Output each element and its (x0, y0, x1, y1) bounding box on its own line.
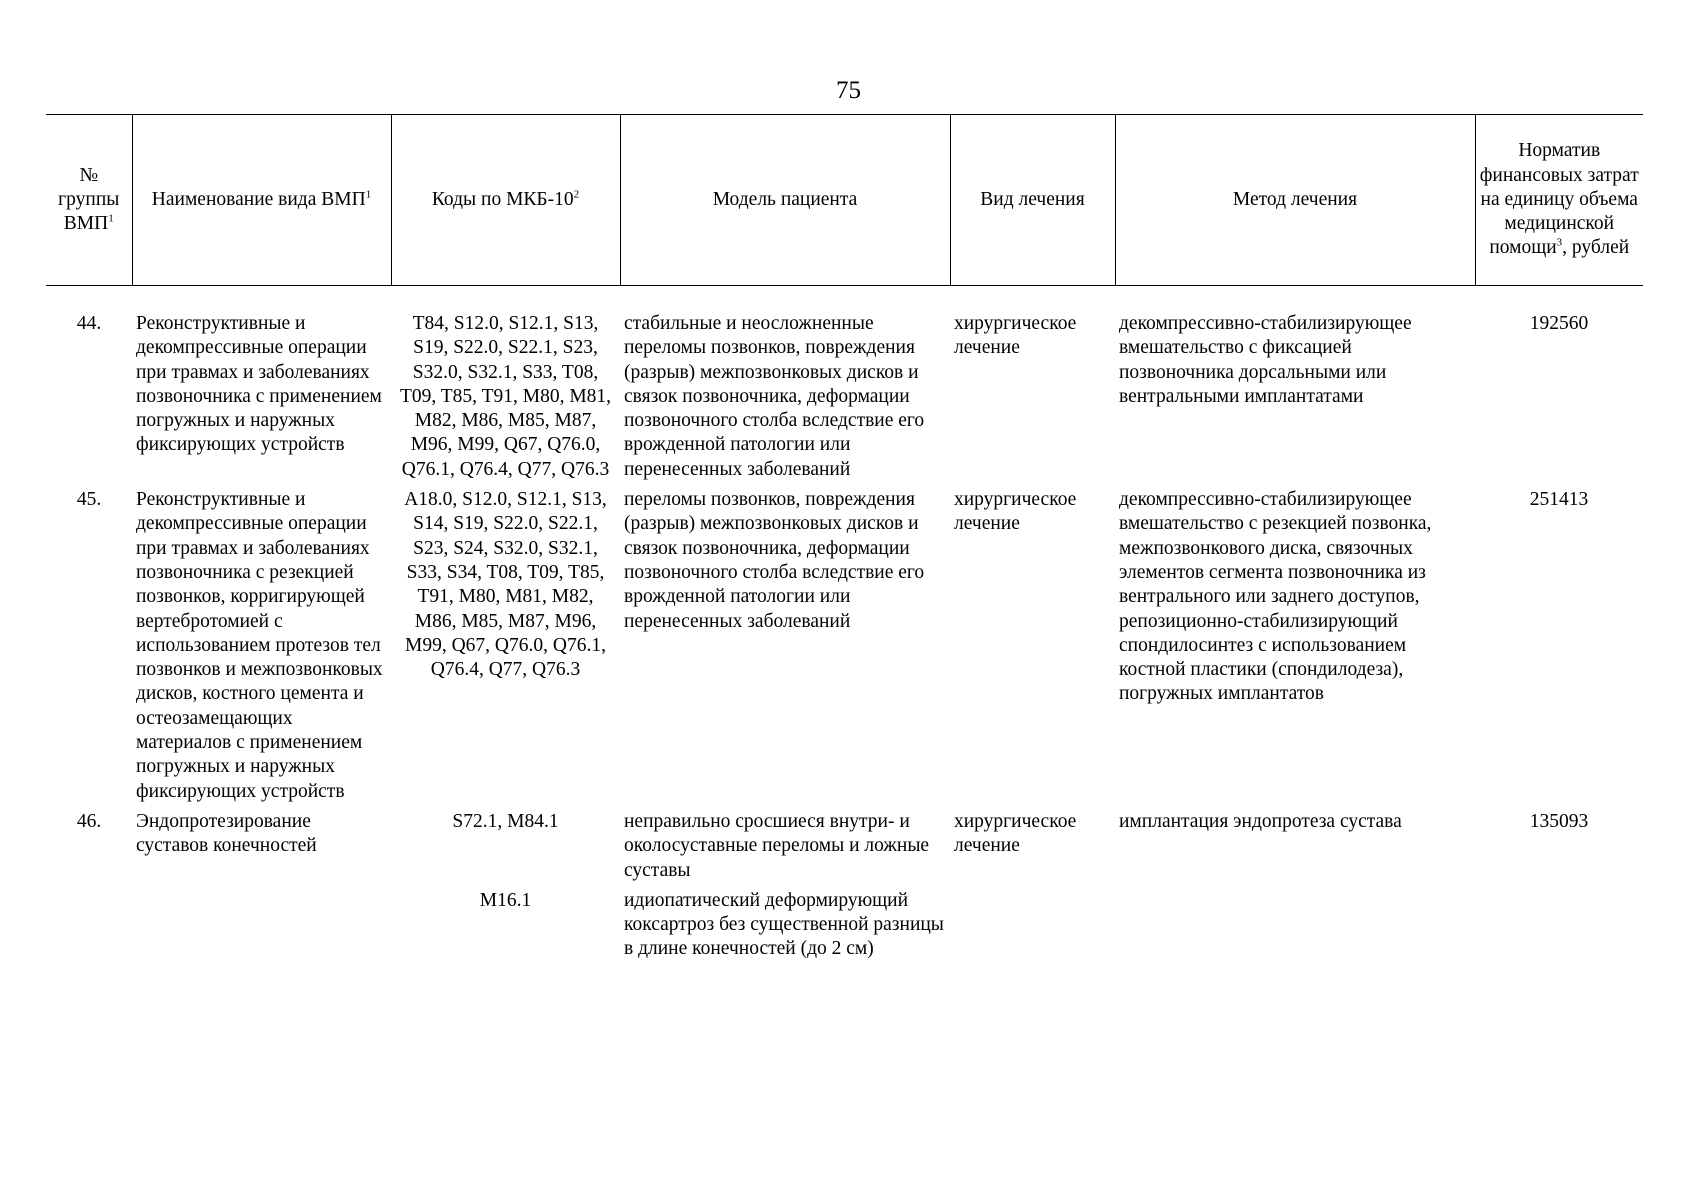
table-row (46, 286, 1643, 489)
row-treatment (950, 889, 1115, 968)
row-cost (1475, 889, 1643, 968)
header-method: Метод лечения (1115, 115, 1475, 286)
table-row (46, 810, 1643, 889)
row-method: декомпрессивно-стабилизирующее вмешательство с фиксацией позвоночника дорсальными или вентральными имплантатами (1119, 313, 1412, 407)
row-name (132, 889, 391, 968)
row-name: Реконструктивные и декомпрессивные операции при травмах и заболеваниях позвоночника с резекцией позвонков, корригирующей вертебротомией с использованием протезов тел позвонков и межпозвонковых дисков, костного цемента и остеозамещающих материалов с применением погружных и наружных фиксирующих устройств (136, 489, 383, 802)
row-method: имплантация эндопротеза сустава (1119, 810, 1402, 832)
row-cost: 135093 (1529, 810, 1589, 832)
table-row (46, 889, 1643, 968)
row-model: неправильно сросшиеся внутри- и околосуставные переломы и ложные суставы (624, 810, 930, 881)
page-number: 75 (836, 77, 861, 104)
header-group-no: № группы ВМП$^1$ (46, 115, 132, 286)
row-name: Эндопротезирование суставов конечностей (136, 810, 317, 857)
row-treatment: хирургическое лечение (954, 810, 1077, 857)
header-treatment-type: Вид лечения (950, 115, 1115, 286)
header-cost: Норматив финансовых затрат на единицу объема медицинской помощи$^3$, рублей (1475, 115, 1643, 286)
header-model: Модель пациента (620, 115, 950, 286)
row-codes: T84, S12.0, S12.1, S13, S19, S22.0, S22.1, S23, S32.0, S32.1, S33, T08, T09, T85, T91, M80, M81, M82, M86, M85, M87, M96, M99, Q67, Q76.0, Q76.1, Q76.4, Q77, Q76.3 (399, 313, 612, 480)
header-codes: Коды по МКБ-$10^2$ (391, 115, 620, 286)
table-header-row (46, 115, 1643, 286)
row-number: 45. (76, 489, 102, 511)
row-number: 44. (76, 313, 102, 334)
row-method: декомпрессивно-стабилизирующее вмешательство с резекцией позвонка, межпозвонкового диска, связочных элементов сегмента позвоночника из вентрального или заднего доступов, репозиционно-стабилизирующий спондилосинтез с использованием костной пластики (спондилодеза), погружных имплантатов (1119, 489, 1432, 705)
row-treatment: хирургическое лечение (954, 489, 1077, 535)
row-cost: 192560 (1529, 313, 1589, 334)
table-row (46, 488, 1643, 810)
row-codes: M16.1 (479, 889, 532, 911)
row-model: стабильные и неосложненные переломы позвонков, повреждения (разрыв) межпозвонковых дисков и связок позвоночника, деформации позвоночного столба вследствие его врожденной патологии или перенесенных заболеваний (624, 313, 925, 480)
row-cost: 251413 (1529, 489, 1589, 511)
row-number (46, 889, 132, 968)
header-name: Наименование вида ВМП$^1$ (132, 115, 391, 286)
row-model: переломы позвонков, повреждения (разрыв) межпозвонковых дисков и связок позвоночника, деформации позвоночного столба вследствие его врожденной патологии или перенесенных заболеваний (624, 489, 925, 632)
row-codes: A18.0, S12.0, S12.1, S13, S14, S19, S22.0, S22.1, S23, S24, S32.0, S32.1, S33, S34, T08, T09, T85, T91, M80, M81, M82, M86, M85, M87, M96, M99, Q67, Q76.0, Q76.1, Q76.4, Q77, Q76.3 (404, 489, 607, 681)
row-model: идиопатический деформирующий коксартроз без существенной разницы в длине конечностей (до 2 см) (624, 889, 944, 960)
row-treatment: хирургическое лечение (954, 313, 1077, 359)
vmp-table (46, 114, 1643, 968)
row-name: Реконструктивные и декомпрессивные операции при травмах и заболеваниях позвоночника с применением погружных и наружных фиксирующих устройств (136, 313, 382, 456)
row-number: 46. (76, 810, 102, 832)
row-method (1115, 889, 1475, 968)
row-codes: S72.1, M84.1 (452, 810, 559, 832)
